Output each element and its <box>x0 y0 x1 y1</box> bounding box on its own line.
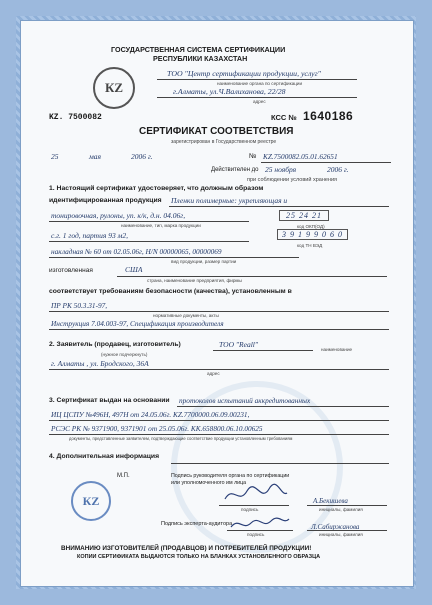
reg-number: KZ.7500082.05.01.62651 <box>263 152 338 161</box>
okp-caption: код ОКП(ОД) <box>297 224 325 229</box>
divider <box>219 505 289 506</box>
section1-heading: 1. Настоящий сертификат удостоверяет, что должным образом <box>49 185 264 192</box>
basis-line-3: РСЭС РК № 9371900, 9371901 от 25.05.06г. КК.658800.06.10.00625 <box>51 424 263 433</box>
certification-emblem-icon: КZ <box>93 67 135 109</box>
divider <box>157 97 357 98</box>
divider <box>117 276 387 277</box>
basis-caption: документы, представленные заявителем, подтверждающие соответствие продукции установленным требованиям <box>69 436 293 441</box>
issue-day: 25 <box>51 152 59 161</box>
basis-line-2: ИЦ ЦСПУ №496Н, 497Н от 24.05.06г. KZ.7700000.06.09.00231, <box>51 410 250 419</box>
kss-number: 1640186 <box>303 109 354 123</box>
reg-code: KZ. 7500082 <box>49 113 102 122</box>
conforms-text: соответствует требованиям безопасности (качества), установленным в <box>49 288 292 295</box>
divider <box>49 257 299 258</box>
valid-caption: при соблюдении условий хранения <box>247 177 338 183</box>
no-label: № <box>249 153 257 160</box>
divider <box>171 463 389 464</box>
product-caption: наименование, тип, марка продукции <box>121 223 201 228</box>
divider <box>49 420 389 421</box>
normative-doc-1: ПР РК 50.3.31-97, <box>51 301 108 310</box>
sign-caption: подпись <box>247 532 265 537</box>
divider <box>157 79 357 80</box>
applicant-address: г. Алматы , ул. Бродского, 36А <box>51 359 149 368</box>
issue-year: 2006 г. <box>131 152 153 161</box>
sign-caption: подпись <box>241 507 259 512</box>
divider <box>169 206 389 207</box>
divider <box>213 350 313 351</box>
section4-label: 4. Дополнительная информация <box>49 453 160 460</box>
made-label: изготовленная <box>49 267 93 274</box>
divider <box>307 505 387 506</box>
country-caption: страна, наименование предприятия, фирмы <box>147 278 242 283</box>
tnved-caption: код ТН ВЭД <box>297 243 323 248</box>
invoice-caption: вид продукции, размер партии <box>171 259 237 264</box>
section3-label: 3. Сертификат выдан на основании <box>49 397 170 404</box>
head-signature-label-2: или уполномоченного им лица <box>171 480 247 486</box>
header-line-2: РЕСПУБЛИКИ КАЗАХСТАН <box>153 54 248 63</box>
mp-label: М.П. <box>117 473 130 479</box>
country: США <box>125 265 143 274</box>
certificate-title: СЕРТИФИКАТ СООТВЕТСТВИЯ <box>139 126 294 137</box>
okp-code: 25 24 21 <box>279 210 329 221</box>
tnved-code: 3 9 1 9 9 0 6 0 <box>277 229 348 240</box>
section2-label: 2. Заявитель (продавец, изготовитель) <box>49 341 181 348</box>
divider <box>49 221 249 222</box>
org-address: г.Алматы, ул.Ч.Валиханова, 22/28 <box>173 87 286 96</box>
normative-doc-caption: нормативные документы, акты <box>153 313 219 318</box>
divider <box>49 329 389 330</box>
expert-name: Л.Сабиржанова <box>311 523 360 531</box>
invoice: накладная № 60 от 02.05.06г, Н/N 00000065, 00000069 <box>51 247 222 256</box>
divider <box>261 162 391 163</box>
org-caption: наименование органа по сертификации <box>217 81 303 86</box>
ident-label: идентифицированная продукция <box>49 197 162 204</box>
issue-month: мая <box>89 152 102 161</box>
footer-line-2: КОПИИ СЕРТИФИКАТА ВЫДАЮТСЯ ТОЛЬКО НА БЛАНКАХ УСТАНОВЛЕННОГО ОБРАЗЦА <box>77 554 321 560</box>
divider <box>49 311 389 312</box>
head-signature-scribble <box>221 483 291 505</box>
applicant-address-caption: адрес <box>207 371 220 376</box>
applicant-caption-2: (нужное подчеркнуть) <box>101 352 148 357</box>
divider <box>49 369 389 370</box>
batch: с.г. 1 год, партия 93 м2, <box>51 231 128 240</box>
product-line-2: тонировочная, рулоны, уп. к/к, д.н. 04.06г, <box>51 211 186 220</box>
org-name: ТОО "Центр сертификации продукции, услуг" <box>167 69 321 78</box>
expert-name-caption: инициалы, фамилия <box>319 532 363 537</box>
basis-line-1: протоколов испытаний аккредитованных <box>179 396 311 405</box>
certification-stamp-icon: КZ <box>71 481 111 521</box>
applicant-name: ТОО "Reall" <box>219 340 259 349</box>
expert-signature-label: Подпись эксперта-аудитора <box>161 521 233 527</box>
certificate-subtitle: зарегистрирован в Государственном реестре <box>171 139 277 145</box>
divider <box>49 241 249 242</box>
footer-line-1: ВНИМАНИЮ ИЗГОТОВИТЕЛЕЙ (ПРОДАВЦОВ) И ПОТРЕБИТЕЛЕЙ ПРОДУКЦИИ! <box>61 545 312 552</box>
normative-doc-2: Инструкция 7.04.003-97, Спецификация производителя <box>51 319 224 328</box>
head-signature-label: Подпись руководителя органа по сертификации <box>171 473 290 479</box>
valid-label: Действителен до <box>211 167 259 173</box>
head-name-caption: инициалы, фамилия <box>319 507 363 512</box>
product-line-1: Пленки полимерные: укрепляющая и <box>171 196 288 205</box>
divider <box>177 406 389 407</box>
divider <box>227 530 293 531</box>
kss-label: КСС № <box>271 113 297 122</box>
head-name: А.Бекишева <box>313 497 348 505</box>
divider <box>49 434 389 435</box>
org-address-caption: адрес <box>253 99 266 104</box>
applicant-caption: наименование <box>321 347 353 352</box>
header-line-1: ГОСУДАРСТВЕННАЯ СИСТЕМА СЕРТИФИКАЦИИ <box>111 45 286 54</box>
valid-year: 2006 г. <box>327 165 349 174</box>
certificate-page <box>20 20 414 587</box>
valid-day: 25 ноября <box>265 165 297 174</box>
divider <box>307 530 387 531</box>
